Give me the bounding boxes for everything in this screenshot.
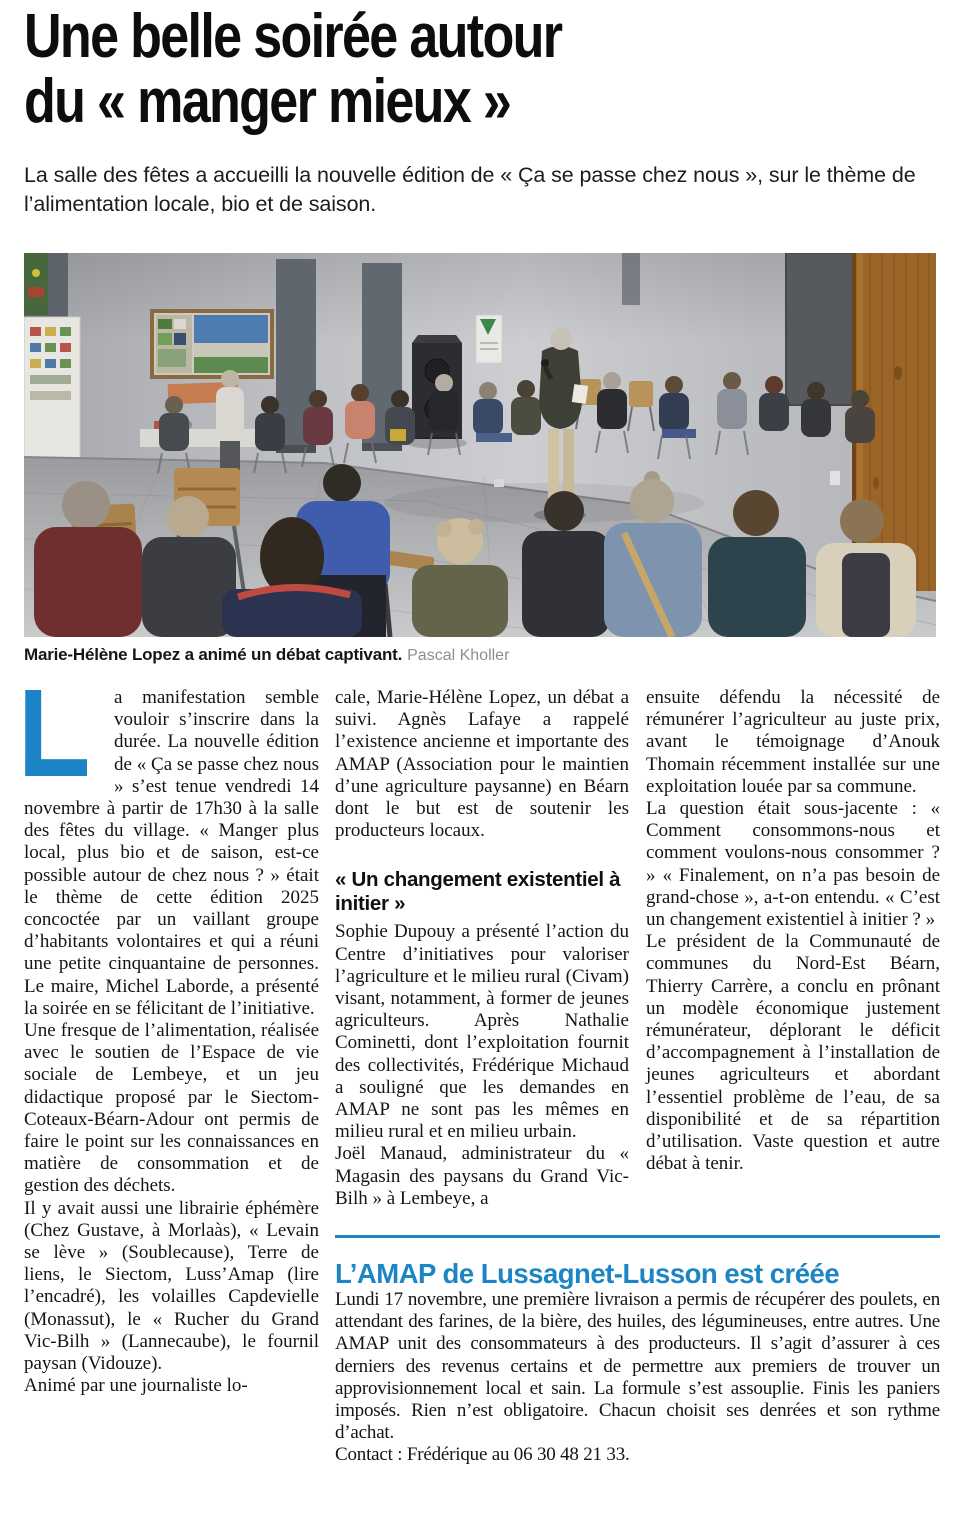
paragraph-col3-3: Le président de la Communauté de communes du Nord-Est Béarn, Thierry Carrère, a conclu en prônant un modèle économique justement rémunérateur, déplorant le déficit d’accompagnement à l’installation de jeunes agriculteurs et abordant l’essentiel problème de l’eau, de sa disponibilité et de sa répartition d’utilisation. Vaste question et autre débat à tenir. xyxy=(646,931,940,1175)
article-right-zone xyxy=(335,687,940,1467)
paragraph-col2-2: Sophie Dupouy a présenté l’action du Centre d’initiatives pour valoriser l’agriculture et le milieu rural (Civam) visant, notamment, à former de jeunes agriculteurs. Après Nathalie Cominetti, dont l’exploitation fournit des collectivités, Frédérique Michaud a souligné que les demandes en AMAP ne sont pas les mêmes en milieu rural et en milieu urbain. xyxy=(335,921,629,1143)
paragraph-col3-1: ensuite défendu la nécessité de rémunérer l’agriculteur au juste prix, avant le témoignage d’Anouk Thomain récemment installée sur une exploitation louée par sa commune. xyxy=(646,687,940,797)
photo-caption: Marie-Hélène Lopez a animé un débat captivant. xyxy=(24,645,403,664)
amap-box-title: L’AMAP de Lussagnet-Lusson est créée xyxy=(335,1258,840,1290)
headline xyxy=(24,4,940,134)
photo-credit: Pascal Kholler xyxy=(407,647,510,664)
amap-box xyxy=(335,1235,940,1467)
article-photo-figure xyxy=(24,253,940,666)
dropcap-letter-L xyxy=(24,687,114,780)
standfirst: La salle des fêtes a accueilli la nouvelle édition de « Ça se passe chez nous », sur le thème de l’alimentation locale, bio et de saison. xyxy=(24,163,916,216)
body-column-1 xyxy=(24,687,319,1467)
headline-line-1: Une belle soirée autour xyxy=(24,2,562,71)
amap-box-text: Lundi 17 novembre, une première livraison a permis de récupérer des poulets, en attendant des farines, de la bière, des huiles, des légumineuses, entre autres. Une AMAP unit des consommateurs à des producteurs. Il s’agit d’assurer à ces derniers des revenus certains et de permettre aux premiers de trouver un approvisionnement local et sain. La formule s’est assouplie. Finis les paniers imposés. Rien n’est obligatoire. Chacun choisit ses denrées et son rythme d’achat. xyxy=(335,1289,940,1444)
paragraph-col3-2: La question était sous-jacente : « Comment consommons-nous et comment voulons-nous consommer ? » « Finalement, on n’a pas besoin de grand-chose », a-t-on entendu. « C’est un changement existentiel à initier ? » xyxy=(646,798,940,931)
paragraph-col1-3: Il y avait aussi une librairie éphémère (Chez Gustave, à Morlaàs), « Levain se lève » (Soublecause), Terre de liens, le Siectom, Luss’Amap (lire l’encadré), les volailles Capdevielle (Monassut), le « Rucher du Grand Vic-Bilh » (Lannecaube), le fournil paysan (Vidouze). xyxy=(24,1197,319,1375)
paragraph-col1-2: Une fresque de l’alimentation, réalisée avec le soutien de l’Espace de vie sociale de Lembeye, et un jeu didactique proposé par le Siectom-Coteaux-Béarn-Adour ont permis de faire le point sur les connaissances en matière de consommation et de gestion des déchets. xyxy=(24,1020,319,1197)
photo-caption-row xyxy=(24,644,940,666)
paragraph-col2-1: cale, Marie-Hélène Lopez, un débat a suivi. Agnès Lafaye a rappelé l’existence ancienne et importante des AMAP (Association pour le maintien d’une agriculture paysanne) en Béarn dont le but est de soutenir les producteurs locaux. xyxy=(335,687,629,842)
article-photo xyxy=(24,253,936,637)
amap-box-contact: Contact : Frédérique au 06 30 48 21 33. xyxy=(335,1444,630,1466)
columns-2-3 xyxy=(335,687,940,1210)
body-column-2 xyxy=(335,687,629,1210)
headline-line-2: du « manger mieux » xyxy=(24,67,511,136)
paragraph-col1-1: a manifestation semble vouloir s’inscrire dans la durée. La nouvelle édition de « Ça se passe chez nous » s’est tenue vendredi 14 novembre à partir de 17h30 à la salle des fêtes du village. « Manger plus local, plus bio et de saison, est-ce possible autour de chez nous ? » était le thème de cette édition 2025 concoctée par un vaillant groupe d’habitants volontaires et qui a réuni une petite cinquantaine de personnes. Le maire, Michel Laborde, a présenté la soirée en se félicitant de l’initiative. xyxy=(24,687,319,1019)
paragraph-col1-4: Animé par une journaliste lo- xyxy=(24,1375,248,1397)
article-body xyxy=(24,687,940,1467)
subheading-changement-existentiel: « Un changement existentiel à initier » xyxy=(335,868,621,916)
paragraph-col2-3: Joël Manaud, administrateur du « Magasin des paysans du Grand Vic-Bilh » à Lembeye, a xyxy=(335,1143,629,1209)
body-column-3 xyxy=(646,687,940,1210)
